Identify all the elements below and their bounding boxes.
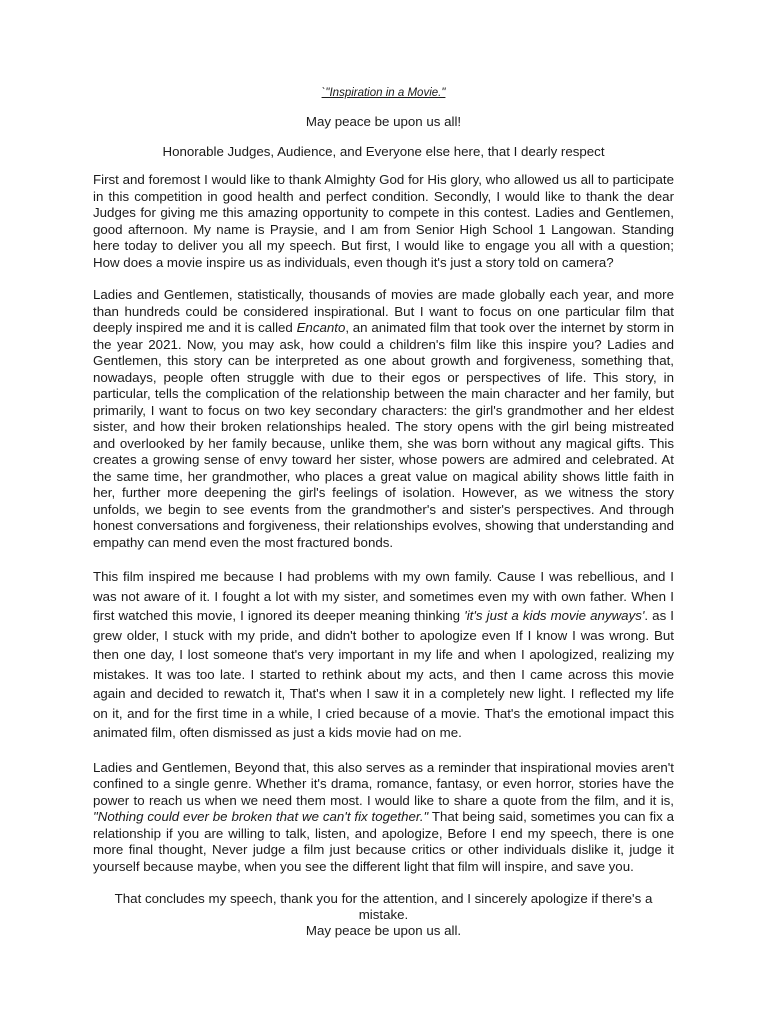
inline-quote: 'it's just a kids movie anyways': [464, 608, 645, 623]
closing-blessing: May peace be upon us all.: [305, 923, 462, 938]
opening-greeting: May peace be upon us all!: [305, 114, 462, 129]
paragraph-text: This film inspired me because I had problems with my own family. Cause I was rebellious, and I was not aware of it. I fought a lot with my sister, and sometimes even my with own father. When I first watched this movie, I ignored its deeper meaning thinking: [93, 569, 674, 623]
paragraph-introduction: First and foremost I would like to thank Almighty God for His glory, who allowed us all to participate in this competition in good health and perfect condition. Secondly, I would like to thank the dear Judges for giving me this amazing opportunity to compete in this contest. Ladies and Gentlemen, good afternoon. My name is Praysie, and I am from Senior High School 1 Langowan. Standing here today to deliver you all my speech. But first, I would like to engage you all with a question; How does a movie inspire us as individuals, even though it's just a story told on camera?: [93, 172, 674, 270]
audience-address: Honorable Judges, Audience, and Everyone else here, that I dearly respect: [162, 144, 605, 159]
closing-thanks: That concludes my speech, thank you for the attention, and I sincerely apologize if there's a mistake.: [114, 891, 653, 922]
paragraph-encanto-summary: [93, 287, 674, 551]
paragraph-text: , an animated film that took over the internet by storm in the year 2021. Now, you may ask, how could a children's film like this inspire you? Ladies and Gentlemen, this story can be interpreted as one about growth and forgiveness, something that, nowadays, people often struggle with due to their egos or perspectives of life. This story, in particular, tells the complication of the relationship between the main character and her family, but primarily, I want to focus on two key secondary characters: the girl's grandmother and her eldest sister, and how their broken relationships healed. The story opens with the girl being mistreated and overlooked by her family because, unlike them, she was born without any magical gifts. This creates a growing sense of envy toward her sister, whose powers are admired and celebrated. At the same time, her grandmother, who places a great value on magical ability shows little faith in her, further more deepening the girl's feelings of isolation. However, as we witness the story unfolds, we begin to see events from the grandmother's and sister's perspectives. And through honest conversations and forgiveness, their relationships evolves, showing that understanding and empathy can mend even the most fractured bonds.: [93, 320, 674, 550]
paragraph-text: . as I grew older, I stuck with my pride, and didn't bother to apologize even If I know I was wrong. But then one day, I lost someone that's very important in my life and when I apologized, realizing my mistakes. It was too late. I started to rethink about my acts, and then I came across this movie again and decided to rewatch it, That's when I saw it in a completely new light. I reflected my life on it, and for the first time in a while, I cried because of a movie. That's the emotional impact this animated film, often dismissed as just a kids movie had on me.: [93, 608, 674, 740]
paragraph-text: Ladies and Gentlemen, Beyond that, this also serves as a reminder that inspirational movies aren't confined to a single genre. Whether it's drama, romance, fantasy, or even horror, stories have the power to reach us when we need them most. I would like to share a quote from the film, and it is,: [93, 759, 674, 808]
film-title: Encanto: [296, 320, 346, 335]
paragraph-text: That being said, sometimes you can fix a relationship if you are willing to talk, listen, and apologize, Before I end my speech, there is one more final thought, Never judge a film just because critics or other individuals dislike it, judge it yourself because maybe, when you see the different light that film will inspire, and save you.: [93, 809, 674, 874]
paragraph-reminder: [93, 760, 674, 876]
speech-title: `"Inspiration in a Movie.": [321, 87, 446, 99]
paragraph-text: Ladies and Gentlemen, statistically, thousands of movies are made globally each year, and more than hundreds could be considered inspirational. But I want to focus on one particular film that deeply inspired me and it is called: [93, 287, 674, 335]
film-quote: "Nothing could ever be broken that we can't fix together.": [93, 809, 429, 824]
paragraph-personal-story: [93, 567, 674, 743]
